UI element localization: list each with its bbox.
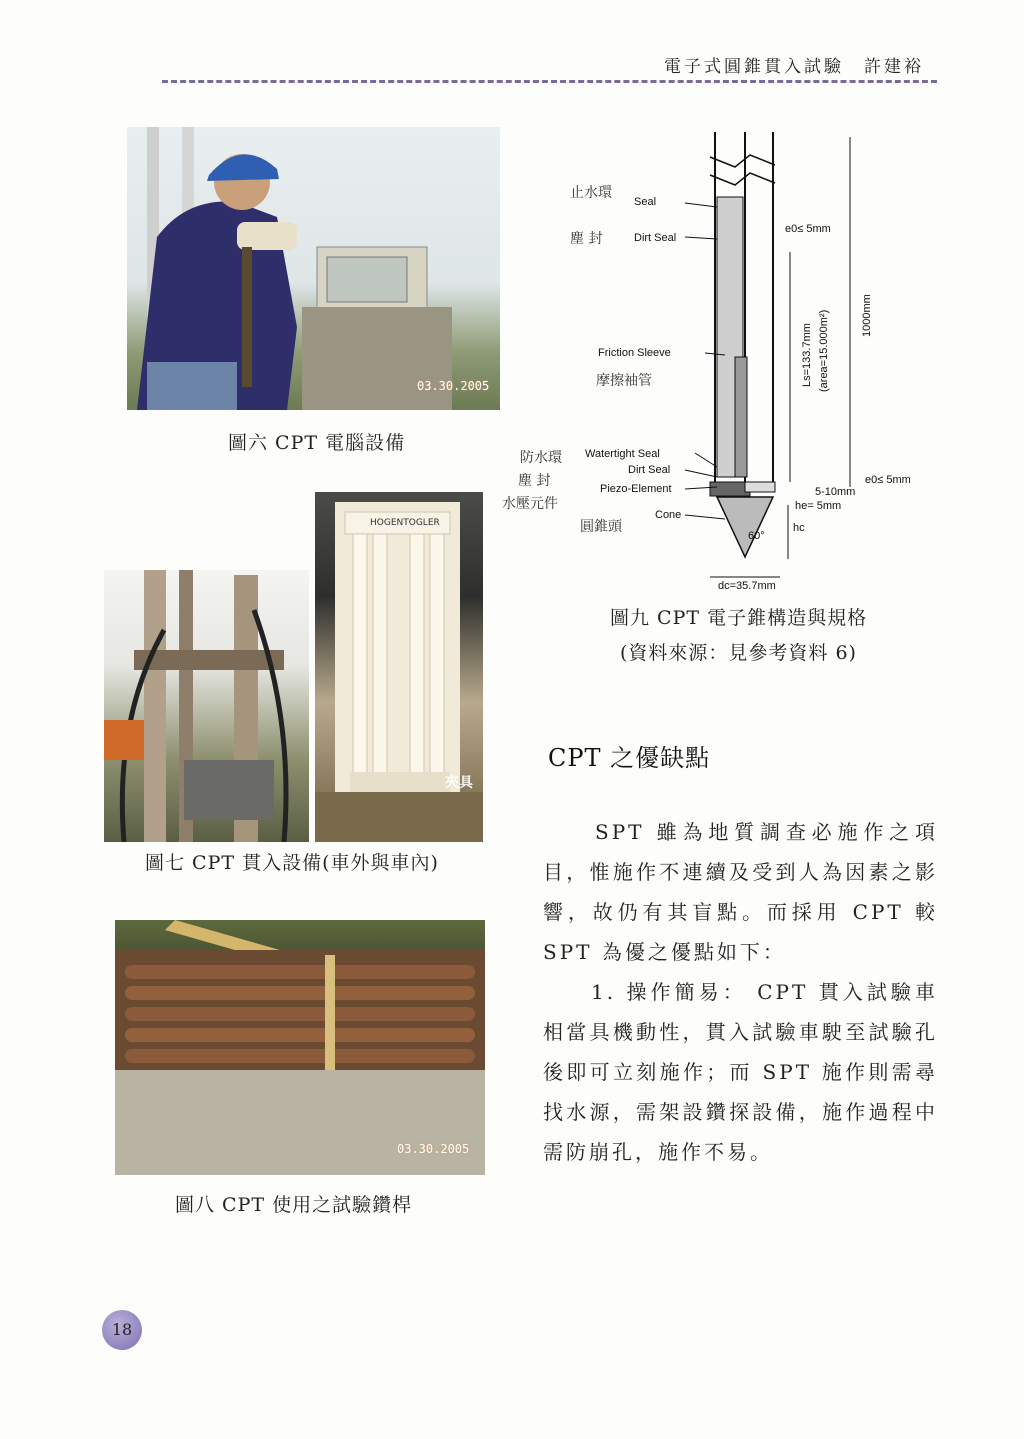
label-friction-sleeve: Friction Sleeve (598, 347, 671, 359)
date-stamp: 03.30.2005 (417, 379, 490, 393)
label-cn-cone: 圓錐頭 (580, 519, 622, 535)
figure-6-caption: 圖六 CPT 電腦設備 (228, 432, 406, 454)
figure-9-caption: 圖九 CPT 電子錐構造與規格 (610, 607, 868, 629)
photo-illustration (127, 127, 500, 410)
label-dirt-seal-2: Dirt Seal (628, 464, 671, 476)
label-cn-dirt-seal: 塵 封 (570, 231, 603, 247)
dim-dc: dc=35.7mm (718, 580, 776, 592)
label-cn-piezo: 水壓元件 (502, 496, 558, 512)
section-heading: CPT 之優缺點 (548, 744, 711, 772)
photo-cpt-computer-equipment (127, 127, 500, 410)
date-stamp: 03.30.2005 (397, 1142, 470, 1156)
dim-length: 1000mm (861, 294, 873, 337)
dim-ls: Ls=133.7mm (801, 323, 813, 387)
label-cn-seal: 止水環 (570, 185, 612, 201)
label-cn-dirt-seal-2: 塵 封 (518, 473, 551, 489)
dim-he: he= 5mm (795, 500, 842, 512)
label-seal: Seal (634, 196, 657, 208)
label-cn-waterproof-ring: 防水環 (520, 450, 562, 466)
dim-area: (area=15.000m²) (818, 309, 830, 392)
header-divider (162, 80, 937, 83)
cone-diagram (585, 127, 930, 602)
dim-e0-top: e0≤ 5mm (785, 223, 831, 235)
cone-structure-diagram (585, 127, 930, 602)
brand-label: HOGENTOGLER (370, 518, 440, 528)
paragraph-advantage-1: 1. 操作簡易： CPT 貫入試驗車相當具機動性，貫入試驗車駛至試驗孔後即可立刻施作；而 SPT 施作則需尋找水源，需架設鑽探設備，施作過程中需防崩孔，施作不易。 (543, 980, 938, 1164)
dim-e0-bottom: e0≤ 5mm (865, 474, 911, 486)
label-dirt-seal: Dirt Seal (634, 232, 677, 244)
running-header: 電子式圓錐貫入試驗 許建裕 (664, 57, 924, 77)
paragraph-intro: SPT 雖為地質調查必施作之項目，惟施作不連續及受到人為因素之影響，故仍有其盲點。而採用 CPT 較 SPT 為優之優點如下： (543, 820, 938, 964)
clamp-label: 夾具 (445, 775, 473, 791)
label-watertight-seal: Watertight Seal (585, 448, 660, 460)
page-number: 18 (102, 1310, 142, 1350)
figure-7-caption: 圖七 CPT 貫入設備(車外與車內) (145, 852, 439, 874)
photo-cpt-rig-exterior (104, 570, 309, 842)
dim-angle: 60° (748, 530, 765, 542)
figure-8-caption: 圖八 CPT 使用之試驗鑽桿 (175, 1194, 413, 1216)
dim-gap: 5-10mm (815, 486, 856, 498)
photo-cpt-rig-interior (315, 492, 483, 842)
photo-cpt-test-rods (115, 920, 485, 1175)
photo-illustration (115, 920, 485, 1175)
label-cone: Cone (655, 509, 682, 521)
label-cn-friction-sleeve: 摩擦袖管 (596, 373, 652, 389)
label-piezo-element: Piezo-Element (600, 483, 672, 495)
figure-9-source: (資料來源：見參考資料 6) (620, 642, 857, 664)
dim-hc: hc (793, 522, 805, 534)
photo-illustration (104, 570, 309, 842)
